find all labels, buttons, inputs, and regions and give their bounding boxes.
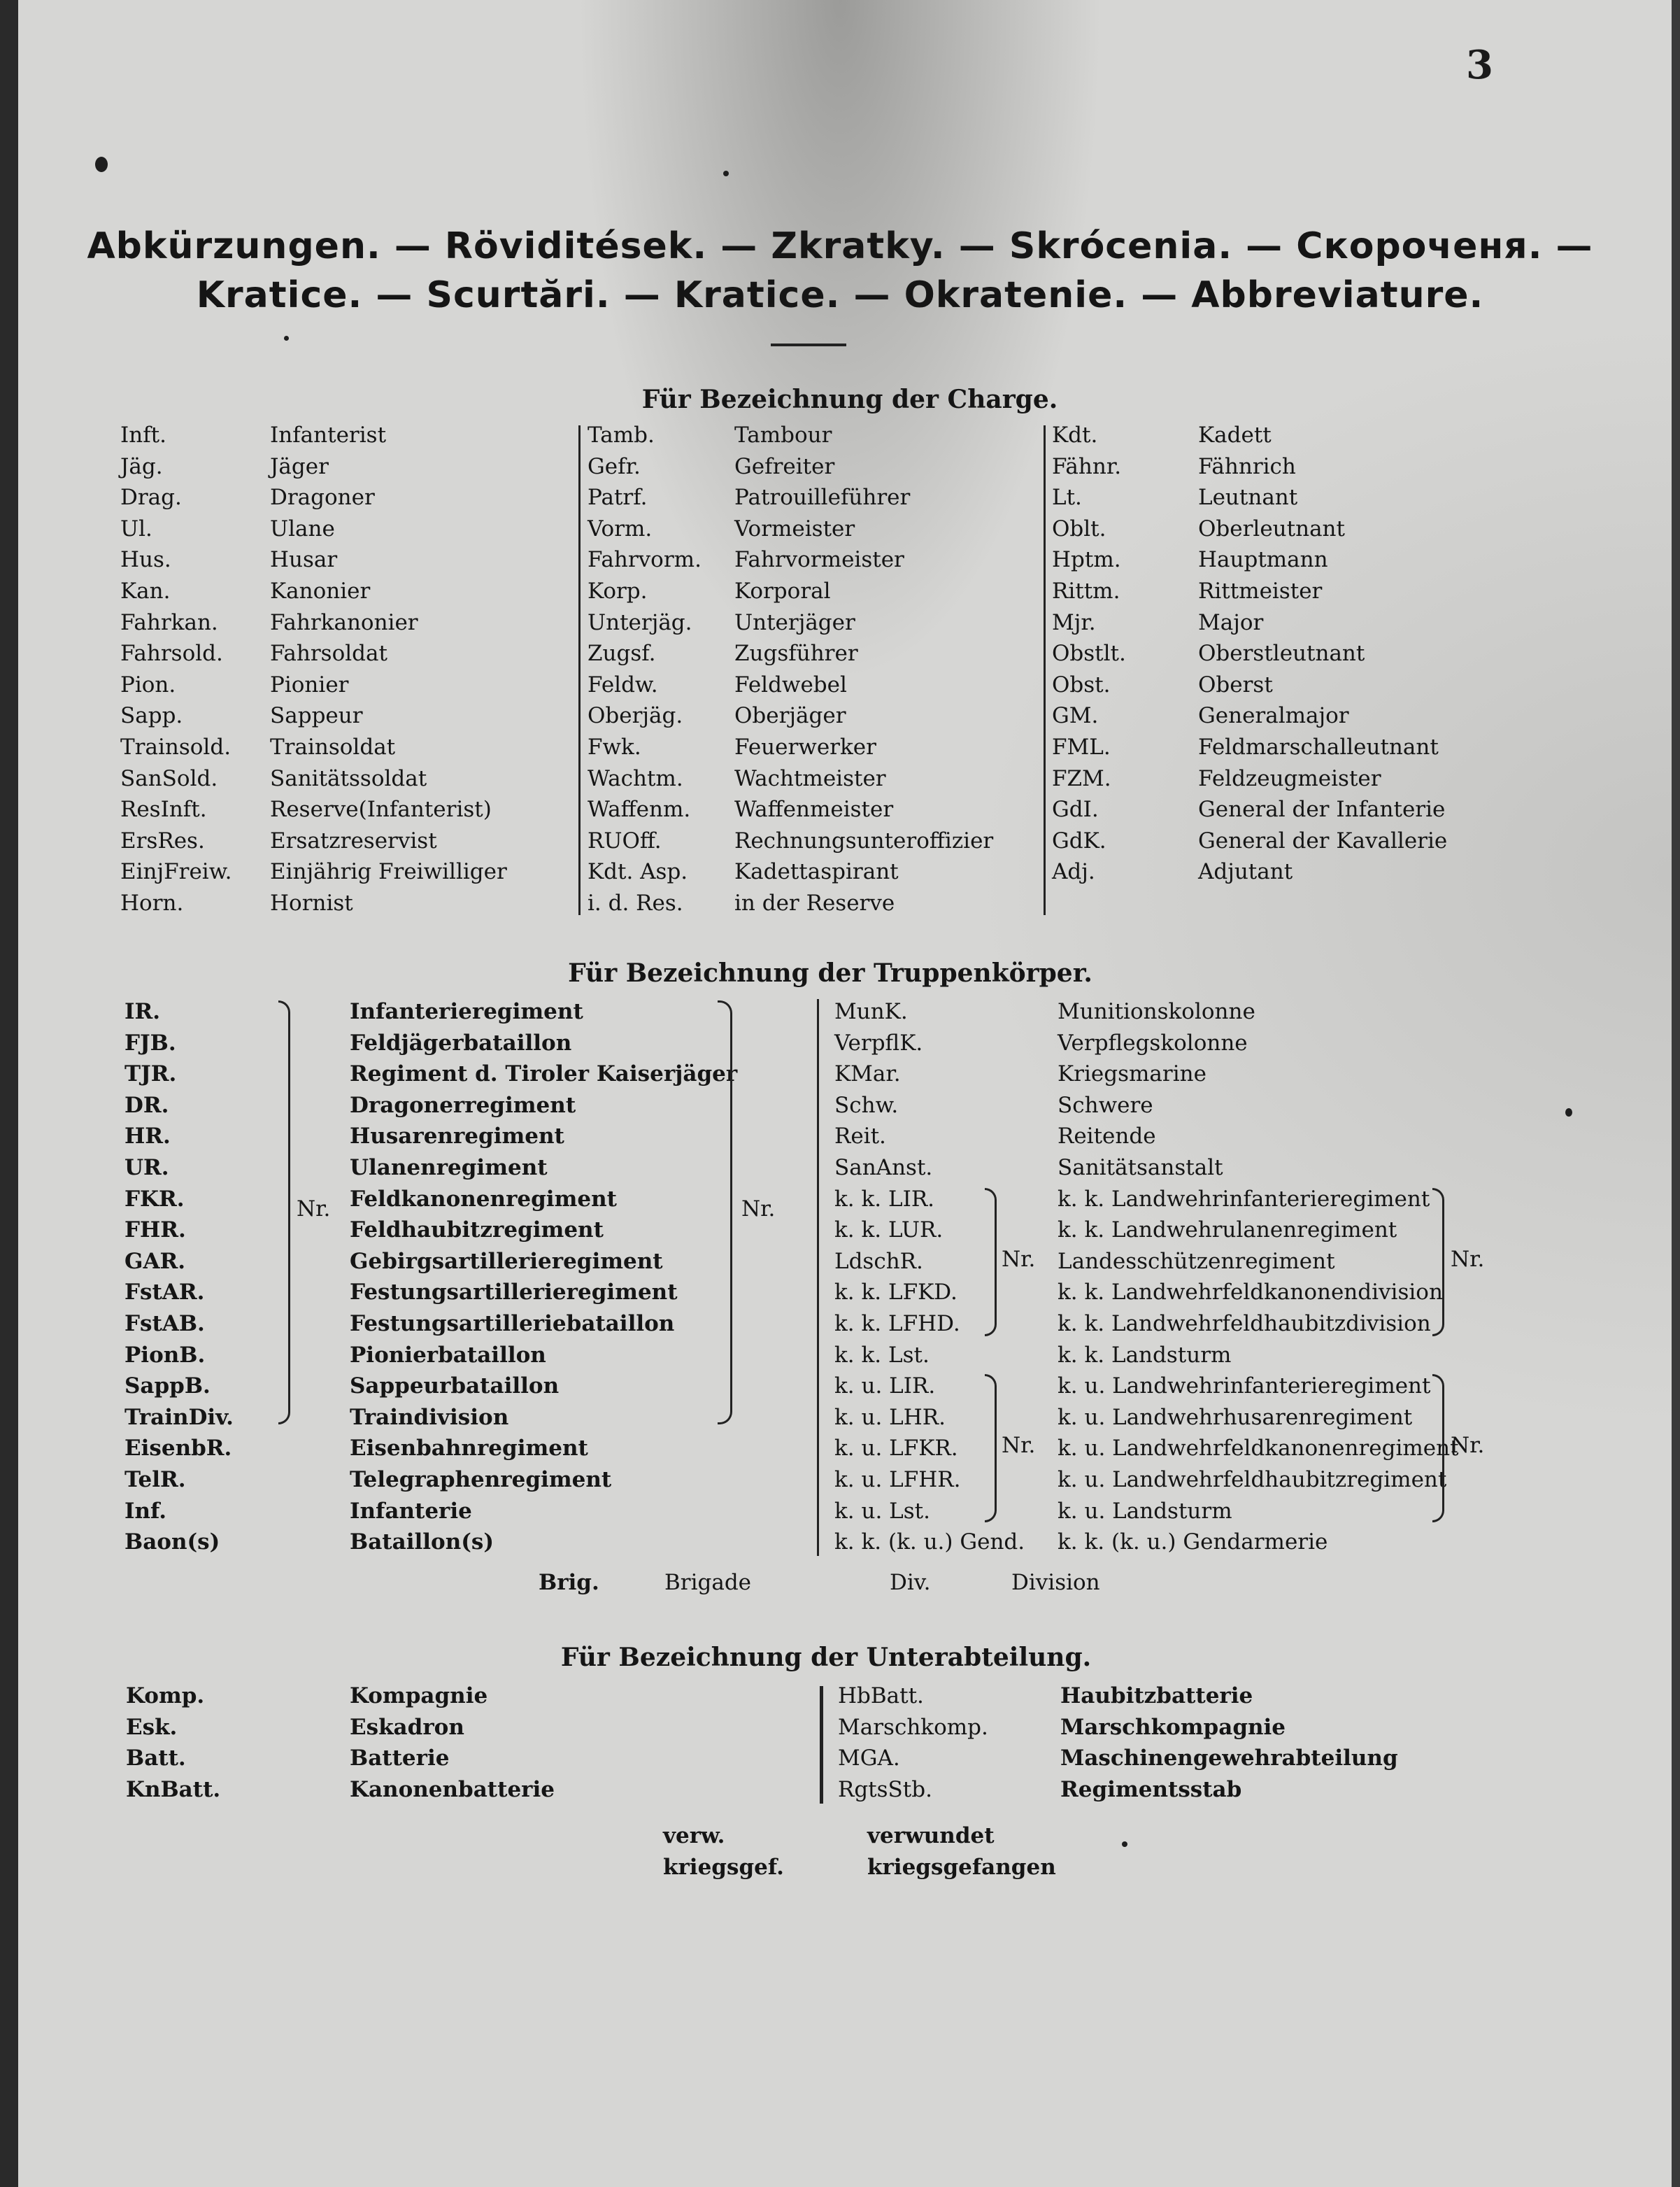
list-entry: TJR. (124, 1061, 177, 1087)
list-entry: Pion. (120, 672, 176, 698)
charge-col2-abbr (588, 420, 702, 919)
list-entry: RgtsStb. (838, 1776, 932, 1802)
list-entry: Eskadron (350, 1714, 464, 1740)
list-entry: kriegsgefangen (867, 1854, 1056, 1880)
list-entry: Tambour (734, 423, 832, 448)
unter-right-full (1060, 1680, 1398, 1805)
list-entry: LdschR. (834, 1248, 923, 1274)
list-entry: Lt. (1052, 485, 1082, 511)
charge-col3-full (1198, 420, 1447, 888)
list-entry: SanAnst. (834, 1154, 933, 1180)
list-entry: Traindivision (350, 1404, 509, 1430)
list-entry: ResInft. (120, 797, 207, 823)
list-entry: Regimentsstab (1060, 1776, 1242, 1802)
list-entry: k. k. LFHD. (834, 1310, 960, 1336)
ink-speck (723, 171, 729, 176)
list-entry: MunK. (834, 999, 908, 1024)
list-entry: Feldjägerbataillon (350, 1030, 572, 1056)
list-entry: SappB. (124, 1373, 211, 1399)
brig-full: Brigade (664, 1570, 752, 1595)
list-entry: FZM. (1052, 765, 1111, 791)
list-entry: FML. (1052, 734, 1111, 760)
list-entry: Batt. (126, 1746, 186, 1771)
list-entry: Feldzeugmeister (1198, 765, 1381, 791)
truppen-nr-label-5: Nr. (1451, 1247, 1485, 1272)
list-entry: General der Kavallerie (1198, 828, 1448, 854)
list-entry: verwundet (867, 1823, 995, 1848)
list-entry: Landesschützenregiment (1058, 1248, 1335, 1274)
list-entry: Oberstleutnant (1198, 641, 1365, 667)
title-line-2: Kratice. — Scurtări. — Kratice. — Okratenie. — Abbreviature. (196, 274, 1484, 316)
list-entry: Sanitätsanstalt (1058, 1154, 1223, 1180)
list-entry: Marschkompagnie (1060, 1714, 1286, 1740)
list-entry: Rechnungsunteroffizier (734, 828, 994, 854)
list-entry: Feldwebel (734, 672, 847, 698)
list-entry: Zugsf. (588, 641, 656, 667)
list-entry: HR. (124, 1124, 171, 1149)
list-entry: Hornist (270, 890, 353, 916)
list-entry: Fwk. (588, 734, 641, 760)
list-entry: IR. (124, 999, 161, 1024)
list-entry: Reitende (1058, 1124, 1156, 1149)
list-entry: Schwere (1058, 1092, 1153, 1118)
brig-abbr: Brig. (539, 1570, 599, 1595)
truppen-heading: Für Bezeichnung der Truppenkörper. (568, 958, 1092, 988)
list-entry: SanSold. (120, 765, 218, 791)
list-entry: k. u. Landwehrhusarenregiment (1058, 1404, 1413, 1430)
list-entry: Rittmeister (1198, 578, 1323, 604)
list-entry: k. u. Landwehrinfanterieregiment (1058, 1373, 1431, 1399)
list-entry: Jäg. (120, 453, 163, 479)
charge-col2-full (734, 420, 993, 919)
list-entry: Gefr. (588, 453, 641, 479)
truppen-nr-label-3: Nr. (1002, 1247, 1036, 1272)
truppen-right-bracket-3 (1432, 1188, 1444, 1336)
list-entry: k. k. LFKD. (834, 1280, 958, 1305)
list-entry: VerpflK. (834, 1030, 923, 1056)
unter-extra-abbr (663, 1820, 784, 1883)
list-entry: k. k. Landwehrinfanterieregiment (1058, 1186, 1430, 1212)
list-entry: Sapp. (120, 703, 183, 729)
list-entry: FstAB. (124, 1310, 205, 1336)
unter-right-abbr (838, 1680, 988, 1805)
list-entry: Wachtm. (588, 765, 683, 791)
list-entry: k. u. LIR. (834, 1373, 936, 1399)
truppen-nr-label-4: Nr. (1002, 1433, 1036, 1458)
list-entry: Feldw. (588, 672, 658, 698)
list-entry: verw. (663, 1823, 725, 1848)
list-entry: Komp. (126, 1683, 205, 1708)
list-entry: Feldhaubitzregiment (350, 1217, 604, 1243)
list-entry: Schw. (834, 1092, 899, 1118)
truppen-divider (817, 999, 819, 1556)
list-entry: k. k. (k. u.) Gend. (834, 1529, 1025, 1555)
ink-speck (1122, 1841, 1127, 1847)
list-entry: Patrf. (588, 485, 648, 511)
list-entry: Adjutant (1198, 859, 1293, 885)
list-entry: Pionier (270, 672, 349, 698)
truppen-right-bracket-1 (985, 1188, 997, 1336)
list-entry: Pionierbataillon (350, 1342, 546, 1368)
list-entry: Fahrvorm. (588, 547, 702, 573)
list-entry: Gefreiter (734, 453, 835, 479)
list-entry: MGA. (838, 1746, 900, 1771)
list-entry: Sappeurbataillon (350, 1373, 560, 1399)
list-entry: DR. (124, 1092, 169, 1118)
list-entry: EinjFreiw. (120, 859, 232, 885)
truppen-left-bracket-2 (718, 1000, 732, 1424)
list-entry: Trainsold. (120, 734, 232, 760)
list-entry: Waffenmeister (734, 797, 894, 823)
list-entry: Telegraphenregiment (350, 1466, 612, 1492)
ink-speck (284, 336, 289, 341)
list-entry: ErsRes. (120, 828, 205, 854)
list-entry: Feuerwerker (734, 734, 876, 760)
list-entry: Ulane (270, 516, 335, 542)
list-entry: Kanonenbatterie (350, 1776, 555, 1802)
list-entry: Baon(s) (124, 1529, 220, 1555)
list-entry: Drag. (120, 485, 182, 511)
list-entry: k. k. LIR. (834, 1186, 935, 1212)
list-entry: k. k. Landsturm (1058, 1342, 1232, 1368)
list-entry: Unterjäger (734, 609, 855, 635)
list-entry: k. u. Landwehrfeldkanonenregiment (1058, 1436, 1459, 1461)
list-entry: TrainDiv. (124, 1404, 234, 1430)
list-entry: Dragonerregiment (350, 1092, 576, 1118)
list-entry: Adj. (1052, 859, 1095, 885)
list-entry: Batterie (350, 1746, 450, 1771)
list-entry: k. u. Landsturm (1058, 1498, 1232, 1524)
list-entry: Kanonier (270, 578, 371, 604)
list-entry: Ulanenregiment (350, 1154, 548, 1180)
list-entry: TelR. (124, 1466, 186, 1492)
list-entry: Jäger (270, 453, 329, 479)
list-entry: Haubitzbatterie (1060, 1683, 1253, 1708)
truppen-right-bracket-2 (985, 1374, 997, 1522)
list-entry: FstAR. (124, 1280, 205, 1305)
list-entry: k. u. LHR. (834, 1404, 946, 1430)
list-entry: Zugsführer (734, 641, 858, 667)
list-entry: Fahrkanonier (270, 609, 418, 635)
list-entry: k. k. Landwehrfeldhaubitzdivision (1058, 1310, 1431, 1336)
list-entry: Oberst (1198, 672, 1273, 698)
truppen-nr-label-1: Nr. (297, 1196, 331, 1222)
list-entry: Sappeur (270, 703, 363, 729)
list-entry: Horn. (120, 890, 184, 916)
list-entry: Korp. (588, 578, 648, 604)
list-entry: Vormeister (734, 516, 855, 542)
list-entry: Infanterie (350, 1498, 472, 1524)
unter-heading: Für Bezeichnung der Unterabteilung. (560, 1643, 1092, 1672)
list-entry: Hptm. (1052, 547, 1121, 573)
list-entry: k. k. (k. u.) Gendarmerie (1058, 1529, 1328, 1555)
list-entry: Kompagnie (350, 1683, 488, 1708)
list-entry: Munitionskolonne (1058, 999, 1255, 1024)
left-page-edge (0, 0, 18, 2187)
list-entry: Ul. (120, 516, 152, 542)
charge-col1-full (270, 420, 507, 919)
list-entry: HbBatt. (838, 1683, 924, 1708)
list-entry: Fahrkan. (120, 609, 218, 635)
unter-left-full (350, 1680, 555, 1805)
list-entry: Leutnant (1198, 485, 1298, 511)
list-entry: Mjr. (1052, 609, 1096, 635)
list-entry: Wachtmeister (734, 765, 886, 791)
list-entry: kriegsgef. (663, 1854, 784, 1880)
list-entry: i. d. Res. (588, 890, 683, 916)
list-entry: Oberleutnant (1198, 516, 1345, 542)
list-entry: Kdt. Asp. (588, 859, 688, 885)
list-entry: Esk. (126, 1714, 178, 1740)
list-entry: Fahrvormeister (734, 547, 904, 573)
list-entry: Ersatzreservist (270, 828, 437, 854)
list-entry: PionB. (124, 1342, 206, 1368)
list-entry: Sanitätssoldat (270, 765, 427, 791)
list-entry: Vorm. (588, 516, 653, 542)
title-line-1: Abkürzungen. — Röviditések. — Zkratky. — Skrócenia. — Скороченя. — (87, 225, 1593, 267)
list-entry: k. u. Landwehrfeldhaubitzregiment (1058, 1466, 1447, 1492)
list-entry: Infanterist (270, 423, 387, 448)
list-entry: GAR. (124, 1248, 186, 1274)
unter-divider (820, 1686, 823, 1804)
list-entry: Patrouilleführer (734, 485, 911, 511)
truppen-left-abbr (124, 996, 234, 1558)
list-entry: Oberjäger (734, 703, 846, 729)
list-entry: Infanterieregiment (350, 999, 583, 1024)
truppen-nr-label-2: Nr. (741, 1196, 776, 1222)
list-entry: Husar (270, 547, 338, 573)
list-entry: Gebirgsartillerieregiment (350, 1248, 663, 1274)
list-entry: Kadettaspirant (734, 859, 899, 885)
list-entry: Inft. (120, 423, 166, 448)
list-entry: Obstlt. (1052, 641, 1126, 667)
title-rule (771, 344, 846, 346)
ink-speck (95, 157, 108, 172)
list-entry: Oblt. (1052, 516, 1106, 542)
list-entry: k. k. LUR. (834, 1217, 944, 1243)
charge-col1-abbr (120, 420, 232, 919)
div-full: Division (1011, 1570, 1100, 1595)
list-entry: Husarenregiment (350, 1124, 564, 1149)
list-entry: GdK. (1052, 828, 1106, 854)
list-entry: General der Infanterie (1198, 797, 1446, 823)
list-entry: Fahrsold. (120, 641, 223, 667)
list-entry: Hauptmann (1198, 547, 1328, 573)
list-entry: GdI. (1052, 797, 1099, 823)
list-entry: k. k. Landwehrfeldkanonendivision (1058, 1280, 1443, 1305)
list-entry: Oberjäg. (588, 703, 683, 729)
list-entry: UR. (124, 1154, 169, 1180)
list-entry: Regiment d. Tiroler Kaiserjäger (350, 1061, 738, 1087)
charge-heading: Für Bezeichnung der Charge. (641, 385, 1058, 414)
truppen-right-full (1058, 996, 1459, 1558)
list-entry: k. k. Lst. (834, 1342, 930, 1368)
list-entry: Reit. (834, 1124, 886, 1149)
list-entry: Kriegsmarine (1058, 1061, 1206, 1087)
list-entry: Waffenm. (588, 797, 691, 823)
list-entry: k. u. Lst. (834, 1498, 930, 1524)
list-entry: k. u. LFKR. (834, 1436, 958, 1461)
list-entry: in der Reserve (734, 890, 895, 916)
list-entry: Festungsartillerieregiment (350, 1280, 678, 1305)
list-entry: Maschinengewehrabteilung (1060, 1746, 1398, 1771)
list-entry: Feldmarschalleutnant (1198, 734, 1439, 760)
list-entry: Generalmajor (1198, 703, 1349, 729)
list-entry: k. k. Landwehrulanenregiment (1058, 1217, 1397, 1243)
list-entry: Marschkomp. (838, 1714, 988, 1740)
list-entry: GM. (1052, 703, 1099, 729)
list-entry: KMar. (834, 1061, 901, 1087)
list-entry: Hus. (120, 547, 171, 573)
list-entry: Verpflegskolonne (1058, 1030, 1248, 1056)
list-entry: Unterjäg. (588, 609, 692, 635)
list-entry: Tamb. (588, 423, 655, 448)
right-page-edge (1672, 0, 1680, 2187)
page-number: 3 (1466, 42, 1493, 88)
list-entry: FHR. (124, 1217, 186, 1243)
truppen-left-full (350, 996, 737, 1558)
list-entry: Fähnrich (1198, 453, 1296, 479)
charge-col3-abbr (1052, 420, 1126, 888)
list-entry: FJB. (124, 1030, 176, 1056)
list-entry: Einjährig Freiwilliger (270, 859, 507, 885)
list-entry: Festungsartilleriebataillon (350, 1310, 675, 1336)
list-entry: Rittm. (1052, 578, 1120, 604)
charge-divider-1 (578, 425, 581, 915)
div-abbr: Div. (890, 1570, 931, 1595)
truppen-right-bracket-4 (1432, 1374, 1444, 1522)
list-entry: Fähnr. (1052, 453, 1122, 479)
ink-speck (1565, 1108, 1572, 1117)
list-entry: Korporal (734, 578, 831, 604)
list-entry: FKR. (124, 1186, 185, 1212)
truppen-left-bracket-1 (278, 1000, 290, 1424)
list-entry: Kadett (1198, 423, 1272, 448)
unter-left-abbr (126, 1680, 220, 1805)
list-entry: Kdt. (1052, 423, 1098, 448)
unter-extra-full (867, 1820, 1056, 1883)
list-entry: Trainsoldat (270, 734, 396, 760)
list-entry: Dragoner (270, 485, 375, 511)
truppen-nr-label-6: Nr. (1451, 1433, 1485, 1458)
charge-divider-2 (1044, 425, 1046, 915)
list-entry: Reserve(Infanterist) (270, 797, 492, 823)
list-entry: Kan. (120, 578, 171, 604)
list-entry: EisenbR. (124, 1436, 232, 1461)
list-entry: KnBatt. (126, 1776, 221, 1802)
list-entry: Inf. (124, 1498, 167, 1524)
list-entry: k. u. LFHR. (834, 1466, 961, 1492)
list-entry: Eisenbahnregiment (350, 1436, 588, 1461)
list-entry: Bataillon(s) (350, 1529, 494, 1555)
list-entry: Feldkanonenregiment (350, 1186, 617, 1212)
list-entry: Obst. (1052, 672, 1111, 698)
list-entry: Fahrsoldat (270, 641, 387, 667)
list-entry: Major (1198, 609, 1264, 635)
list-entry: RUOff. (588, 828, 662, 854)
